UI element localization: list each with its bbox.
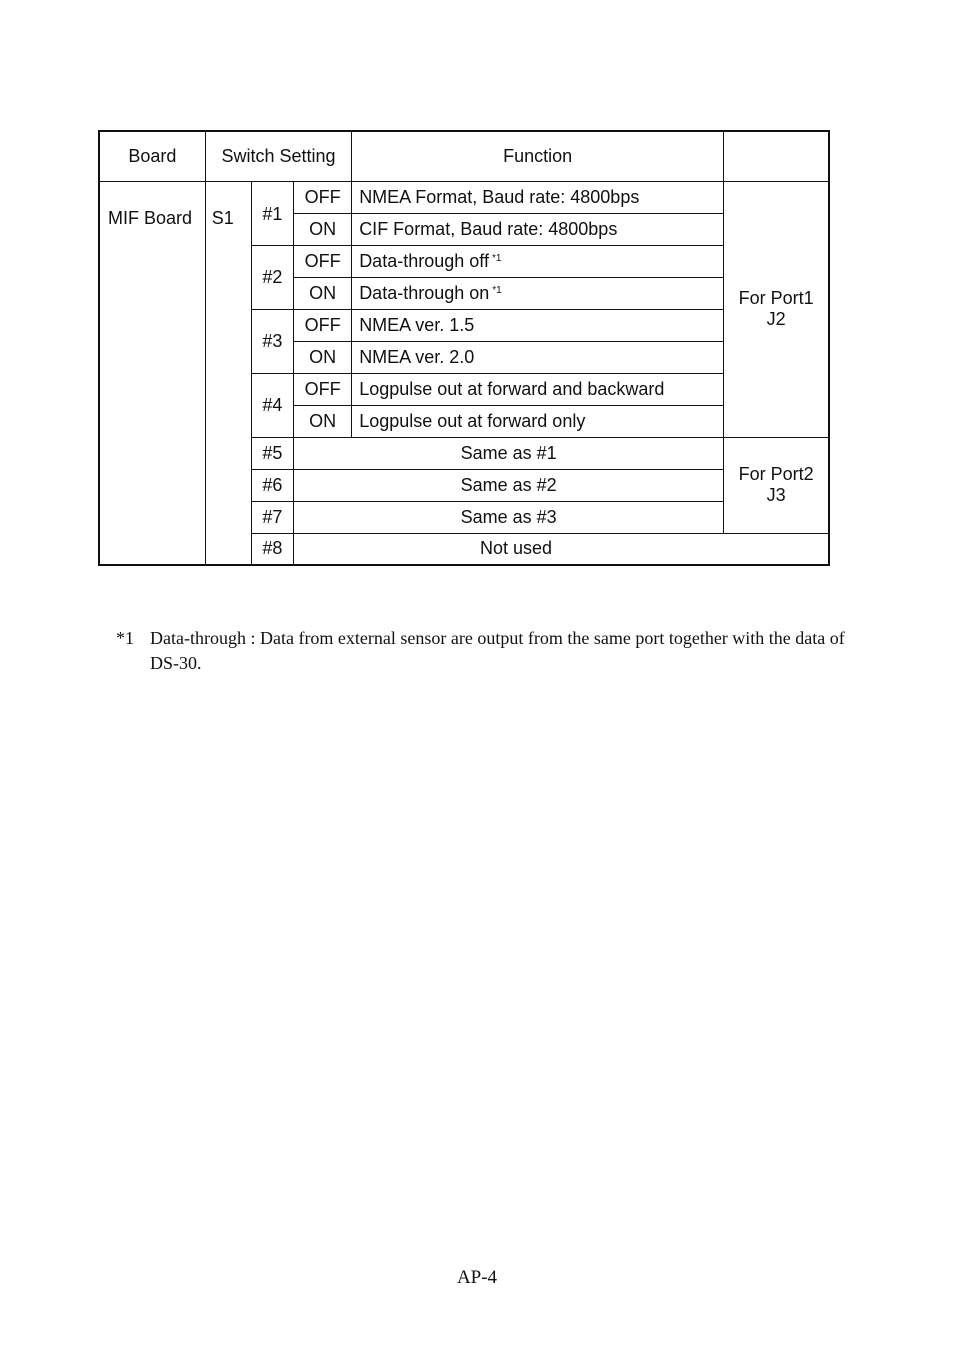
function-text: Not used [294, 533, 830, 565]
port2-label: For Port2 [738, 464, 814, 485]
function-text: Same as #3 [294, 501, 724, 533]
setting-off: OFF [294, 373, 352, 405]
switch-id: #3 [251, 309, 293, 373]
function-label: Data-through off [359, 250, 489, 271]
setting-on: ON [294, 277, 352, 309]
page-number: AP-4 [456, 1267, 498, 1288]
switch-settings-table [98, 130, 830, 566]
table-header-row [99, 131, 829, 181]
switch-id: #8 [251, 533, 293, 565]
function-text: Same as #2 [294, 469, 724, 501]
function-text: Logpulse out at forward only [352, 405, 724, 437]
port1-connector: J2 [766, 309, 786, 329]
switch-id: #1 [251, 181, 293, 245]
footnote [116, 626, 846, 676]
function-text: NMEA ver. 2.0 [352, 341, 724, 373]
function-text [352, 245, 724, 277]
switch-id: #5 [251, 437, 293, 469]
setting-off: OFF [294, 309, 352, 341]
port2-cell [724, 437, 829, 533]
switch-id: #6 [251, 469, 293, 501]
switch-id: #4 [251, 373, 293, 437]
footnote-ref: *1 [491, 252, 502, 264]
board-name: MIF Board [99, 181, 205, 565]
setting-off: OFF [294, 181, 352, 213]
table-row [99, 181, 829, 213]
function-text: NMEA Format, Baud rate: 4800bps [352, 181, 724, 213]
function-text: CIF Format, Baud rate: 4800bps [352, 213, 724, 245]
function-text [352, 277, 724, 309]
setting-off: OFF [294, 245, 352, 277]
setting-on: ON [294, 341, 352, 373]
port2-connector: J3 [766, 485, 786, 505]
port1-cell [724, 181, 829, 437]
switch-id: #2 [251, 245, 293, 309]
footnote-mark: *1 [116, 628, 134, 648]
footnote-text: Data-through : Data from external sensor are output from the same port together with the data of DS-30. [150, 628, 845, 673]
port1-label: For Port1 [738, 288, 814, 309]
header-function: Function [352, 131, 724, 181]
function-text: Same as #1 [294, 437, 724, 469]
header-extra [724, 131, 829, 181]
footnote-ref: *1 [492, 284, 502, 296]
function-text: Logpulse out at forward and backward [352, 373, 724, 405]
function-text: NMEA ver. 1.5 [352, 309, 724, 341]
switch-name: S1 [205, 181, 251, 565]
setting-on: ON [294, 405, 352, 437]
switch-id: #7 [251, 501, 293, 533]
setting-on: ON [294, 213, 352, 245]
header-switch-setting: Switch Setting [205, 131, 351, 181]
function-label: Data-through on [359, 282, 490, 303]
header-board: Board [99, 131, 205, 181]
